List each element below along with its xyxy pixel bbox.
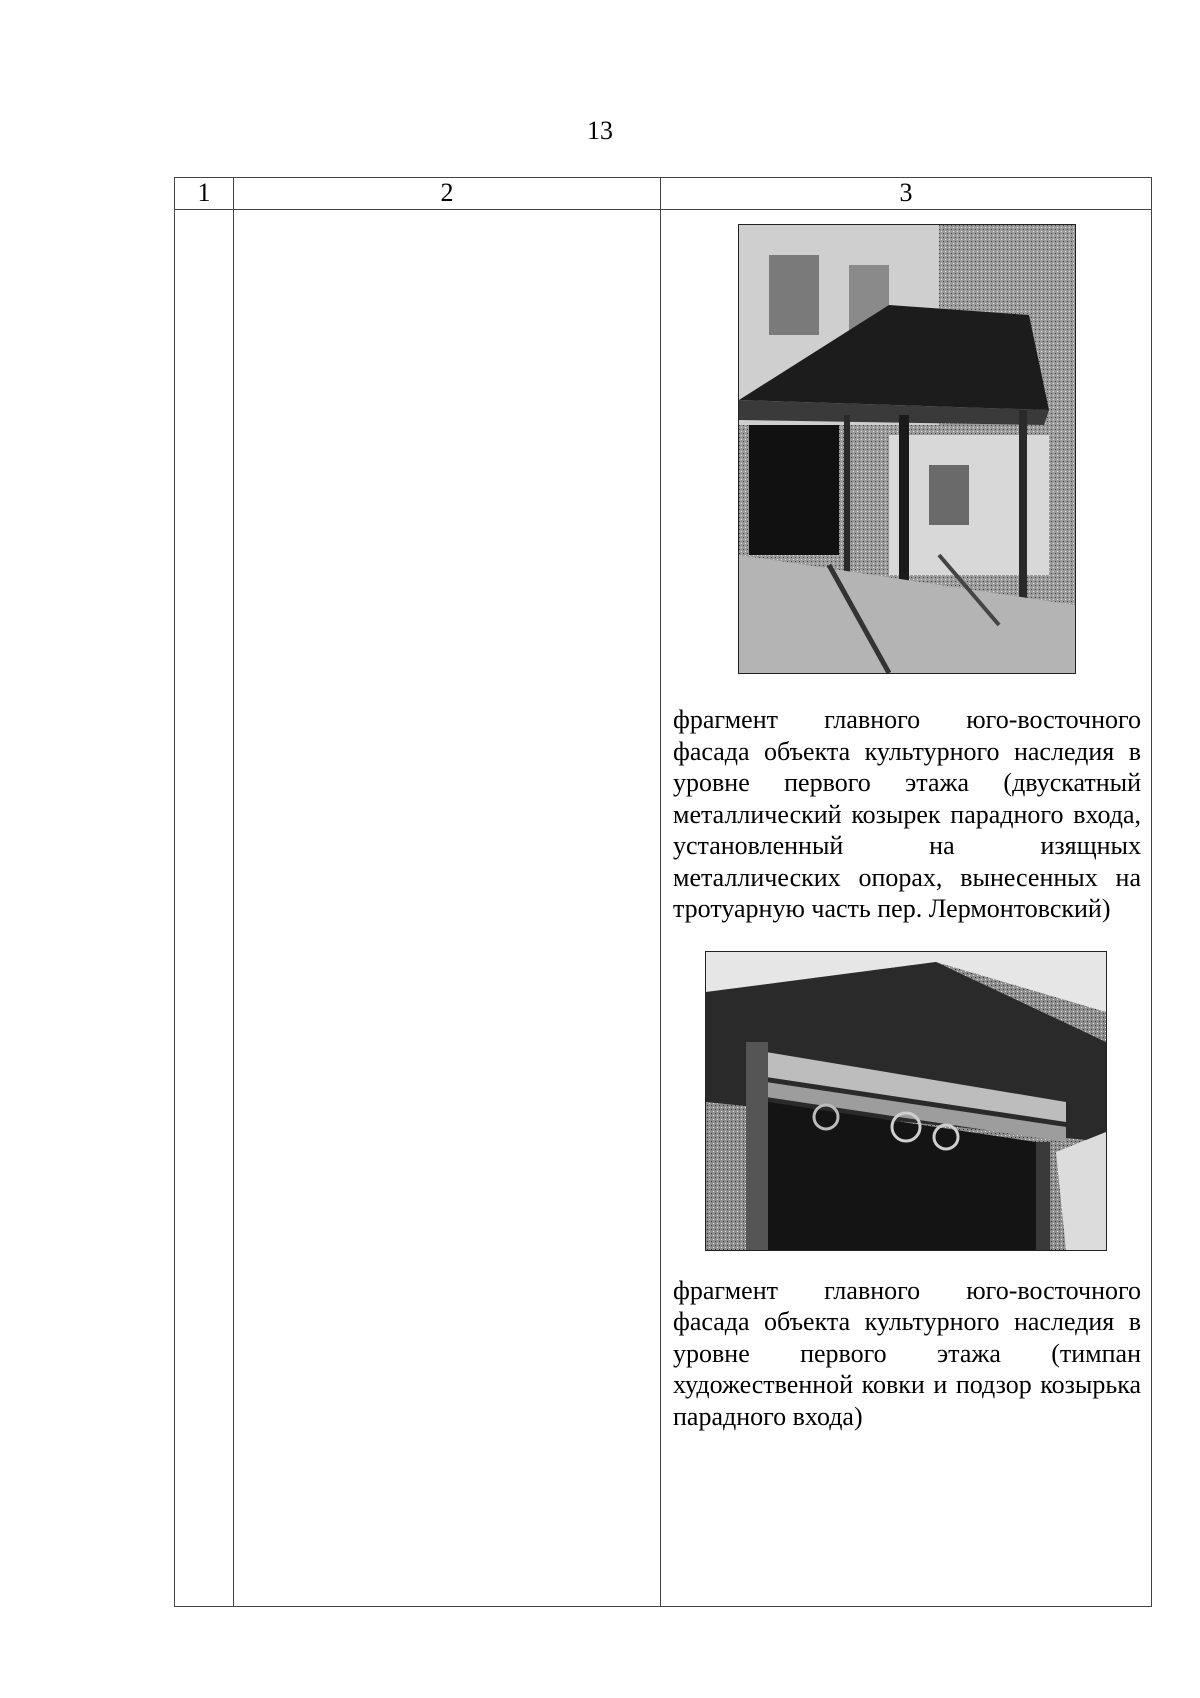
photo-caption: фрагмент главного юго-восточного фасада объекта культурного наследия в уровне первого этажа (двускатный металлический козырек парадного входа, установленный на изящных металлических опорах, вынесенных на тротуарную часть пер. Лермонтовский): [673, 705, 1141, 923]
cell-col-2: [234, 210, 661, 1607]
photo-caption: фрагмент главного юго-восточного фасада объекта культурного наследия в уровне первого этажа (тимпан художественной ковки и подзор козырька парадного входа): [673, 1275, 1141, 1431]
cell-col-3: [661, 210, 1152, 1607]
page-number: 13: [587, 116, 613, 145]
canopy-tympanum-photo: [705, 951, 1107, 1251]
header-col-1: 1: [175, 178, 234, 210]
cell-col-1: [175, 210, 234, 1607]
header-col-3: 3: [661, 178, 1152, 210]
header-col-2: 2: [234, 178, 661, 210]
entrance-canopy-photo: [738, 224, 1076, 674]
document-table: [174, 177, 1152, 1607]
table-row: [175, 210, 1152, 1607]
table-header-row: [175, 178, 1152, 210]
